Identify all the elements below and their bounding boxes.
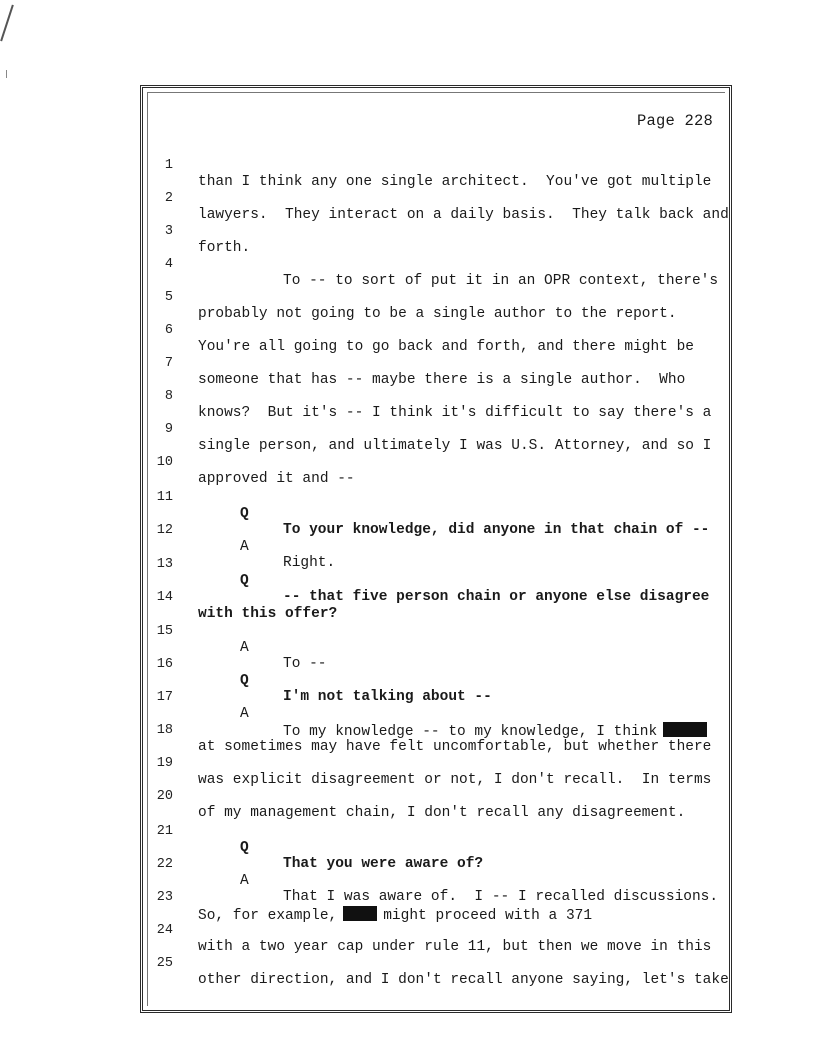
- line-number: 5: [164, 290, 173, 305]
- line-number: 3: [164, 224, 173, 239]
- line-text: of my management chain, I don't recall any disagreement.: [198, 805, 686, 821]
- transcript-page-frame: [140, 85, 732, 1013]
- transcript-line-6: [143, 307, 733, 355]
- line-text-before: So, for example,: [198, 908, 338, 924]
- line-number: 11: [156, 490, 173, 505]
- line-text: To your knowledge, did anyone in that chain of --: [283, 522, 710, 538]
- line-text: someone that has -- maybe there is a single author. Who: [198, 372, 686, 388]
- line-text: lawyers. They interact on a daily basis. They talk back and: [198, 207, 729, 223]
- line-number: 13: [156, 557, 173, 572]
- line-number: 22: [156, 857, 173, 872]
- speaker-label: Q: [240, 506, 249, 522]
- speaker-label: Q: [240, 840, 249, 856]
- line-number: 24: [156, 923, 173, 938]
- transcript-line-9: [143, 406, 733, 454]
- line-number: 14: [156, 590, 173, 605]
- line-number: 19: [156, 756, 173, 771]
- line-text: with a two year cap under rule 11, but then we move in this: [198, 939, 712, 955]
- line-number: 10: [156, 455, 173, 470]
- line-number: 4: [164, 257, 173, 272]
- transcript-line-3: [143, 208, 733, 256]
- line-text: single person, and ultimately I was U.S. Attorney, and so I: [198, 438, 712, 454]
- line-text: was explicit disagreement or not, I don't recall. In terms: [198, 772, 712, 788]
- line-text: You're all going to go back and forth, and there might be: [198, 339, 694, 355]
- line-text: forth.: [198, 240, 251, 256]
- line-text: Right.: [283, 555, 336, 571]
- line-number: 2: [164, 191, 173, 206]
- line-number: 15: [156, 624, 173, 639]
- line-text: To -- to sort of put it in an OPR context, there's: [283, 273, 719, 289]
- transcript-line-19: [143, 740, 733, 788]
- line-number: 20: [156, 789, 173, 804]
- line-number: 8: [164, 389, 173, 404]
- transcript-line-24: [143, 907, 733, 955]
- line-text: with this offer?: [198, 606, 338, 622]
- line-text-after: might proceed with a 371: [383, 908, 593, 924]
- line-text: To --: [283, 656, 327, 672]
- transcript-line-20: [143, 773, 733, 821]
- transcript-line-10: [143, 439, 733, 487]
- line-text: approved it and --: [198, 471, 355, 487]
- speaker-label: A: [240, 539, 249, 555]
- line-text: That you were aware of?: [283, 856, 484, 872]
- line-number: 16: [156, 657, 173, 672]
- transcript-line-1: [143, 142, 733, 190]
- line-number: 7: [164, 356, 173, 371]
- transcript-line-2: [143, 175, 733, 223]
- transcript-line-7: [143, 340, 733, 388]
- transcript-line-4: [143, 241, 733, 289]
- line-text: than I think any one single architect. You've got multiple: [198, 174, 712, 190]
- transcript-line-5: [143, 274, 733, 322]
- transcript-line-25: [143, 940, 733, 988]
- line-text: To my knowledge -- to my knowledge, I think: [283, 724, 658, 740]
- transcript-line-14: [143, 574, 733, 622]
- stray-pen-mark: [0, 5, 14, 42]
- speaker-label: Q: [240, 673, 249, 689]
- line-number: 17: [156, 690, 173, 705]
- speaker-label: A: [240, 873, 249, 889]
- line-text: other direction, and I don't recall anyone saying, let's take: [198, 972, 729, 988]
- transcript-line-23: [143, 874, 733, 924]
- line-number: 23: [156, 890, 173, 905]
- line-number: 25: [156, 956, 173, 971]
- line-number: 1: [164, 158, 173, 173]
- transcript-line-8: [143, 373, 733, 421]
- speaker-label: A: [240, 640, 249, 656]
- line-text: I'm not talking about --: [283, 689, 492, 705]
- speaker-label: A: [240, 706, 249, 722]
- line-text: That I was aware of. I -- I recalled discussions.: [283, 889, 719, 905]
- line-number: 6: [164, 323, 173, 338]
- speaker-label: Q: [240, 573, 249, 589]
- line-text: probably not going to be a single author to the report.: [198, 306, 677, 322]
- page-number: Page 228: [636, 112, 713, 130]
- line-text: -- that five person chain or anyone else disagree: [283, 589, 710, 605]
- line-text: at sometimes may have felt uncomfortable, but whether there: [198, 739, 712, 755]
- stray-tick-mark: [6, 70, 7, 78]
- line-number: 9: [164, 422, 173, 437]
- line-number: 12: [156, 523, 173, 538]
- line-text: knows? But it's -- I think it's difficult to say there's a: [198, 405, 712, 421]
- line-number: 18: [156, 723, 173, 738]
- line-number: 21: [156, 824, 173, 839]
